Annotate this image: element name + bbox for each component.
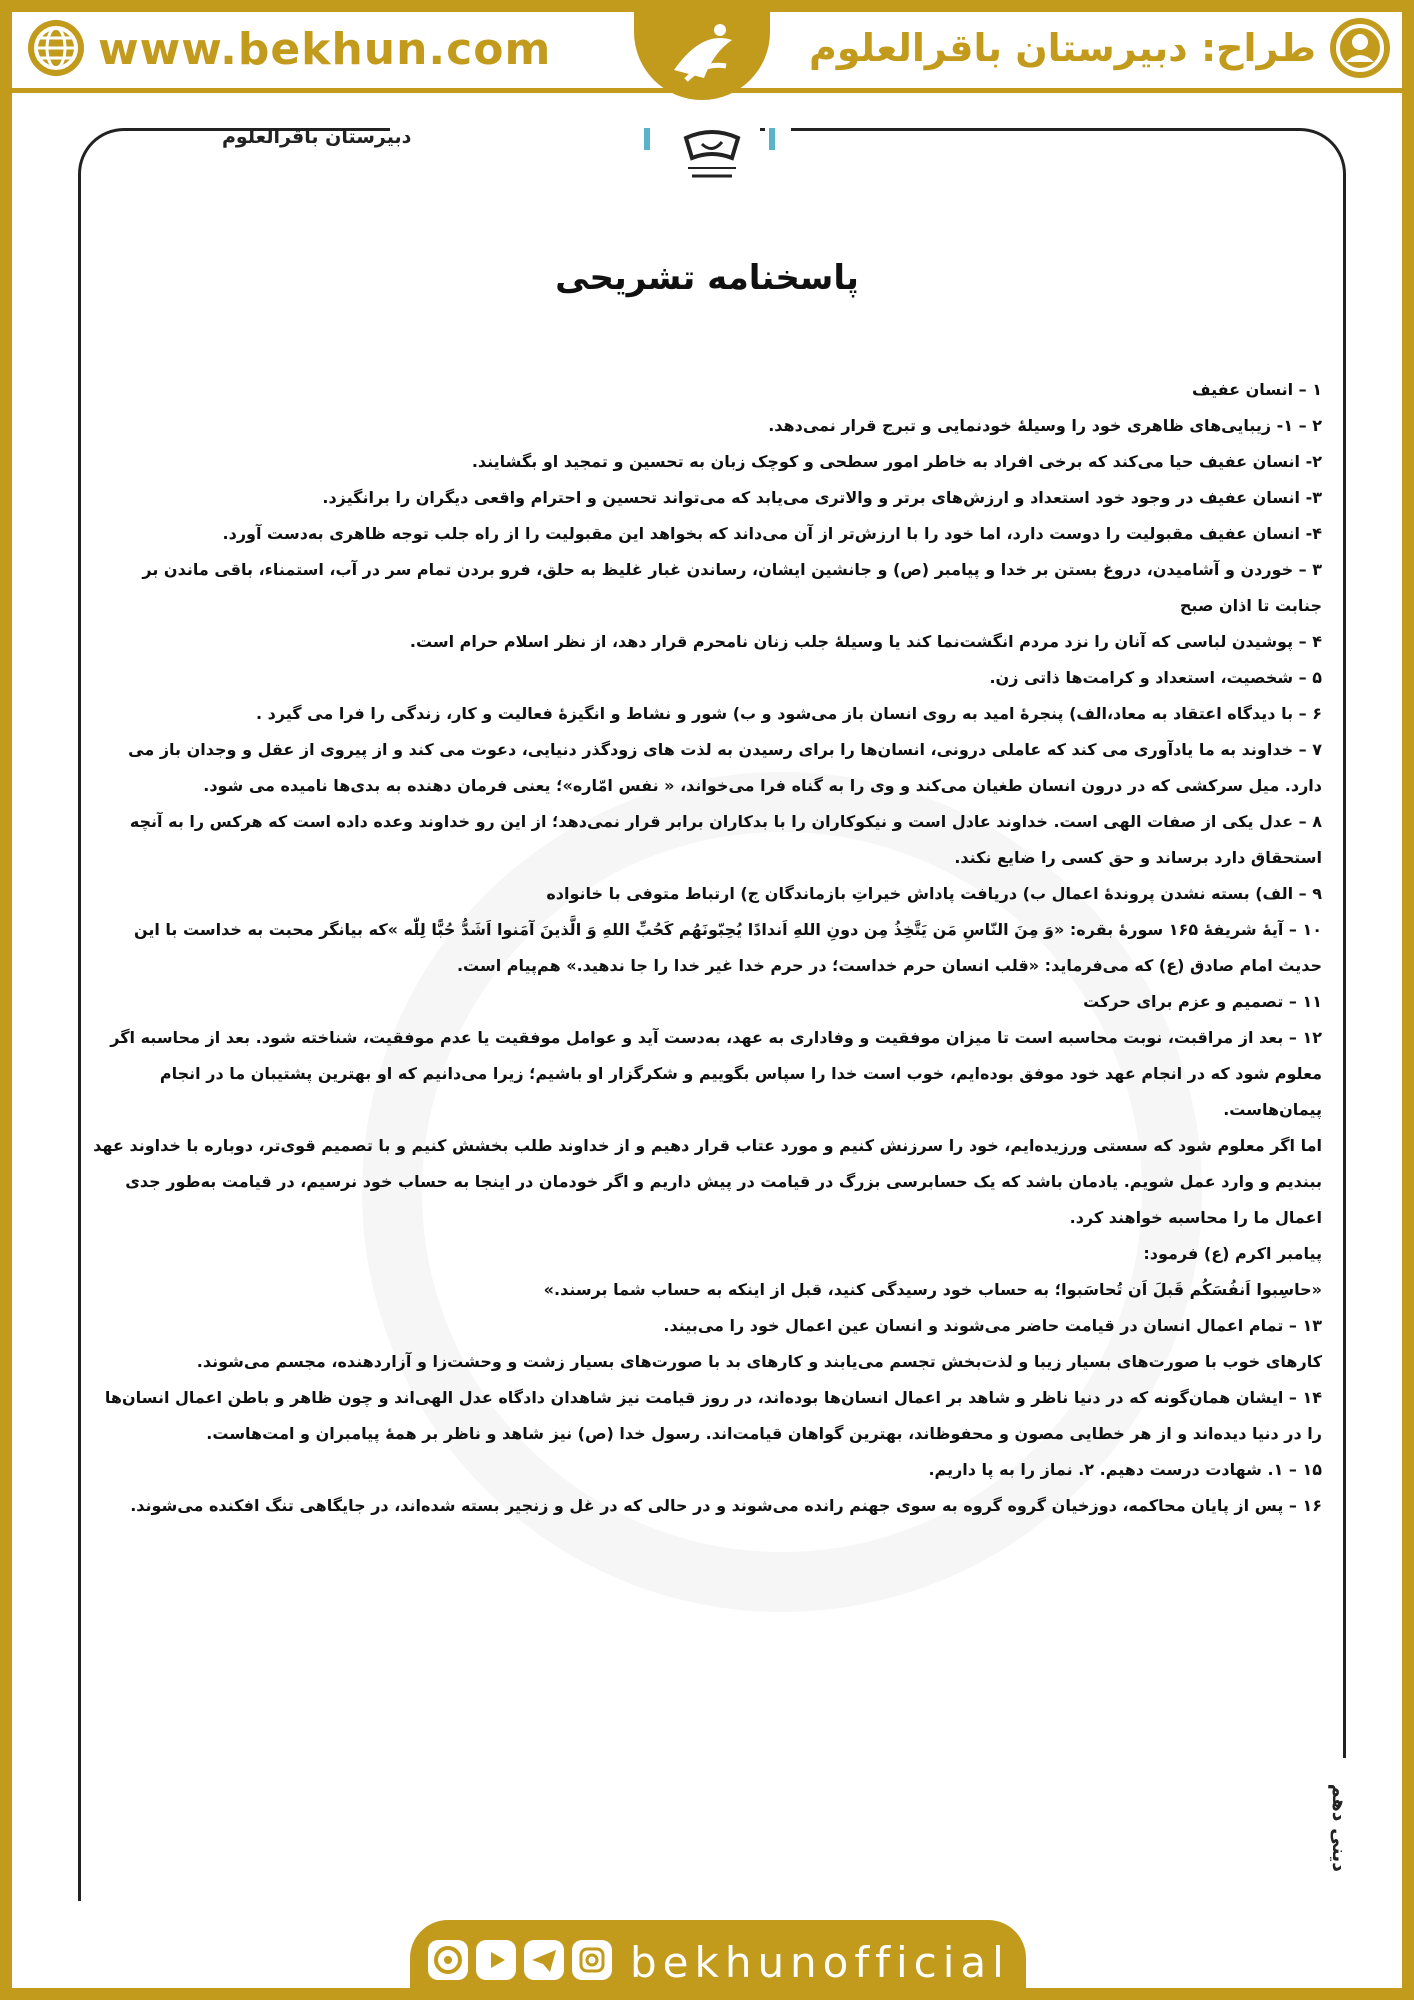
answer-item: ۵ – شخصیت، استعداد و کرامت‌ها ذاتی زن. [989,668,1322,687]
subject-label: دینی دهم [1328,1783,1350,1872]
answer-item: ۷ – خداوند به ما یادآوری می کند که عاملی درونی، انسان‌ها را برای رسیدن به لذت های زودگذر دنیایی، دعوت می کند و از پیروی از عقل و وجدان باز می دارد. میل سرکشی که در درون انسان طغیان می‌کند و وی را به گناه فرا می‌خواند، « نفس امّاره»؛ یعنی فرمان دهنده به بدی‌ها نامیده می شود. [128,740,1322,795]
instagram-icon[interactable] [572,1940,612,1980]
social-handle[interactable]: bekhunofficial [630,1938,1010,1987]
answer-item: «حاسِبوا اَنفُسَکُم قَبلَ اَن تُحاسَبوا؛ به حساب خود رسیدگی کنید، قبل از اینکه به حساب شما برسند.» [543,1280,1322,1299]
bekhun-logo [634,0,770,100]
frame-tick-right [769,128,775,150]
answer-item: ۳ – خوردن و آشامیدن، دروغ بستن بر خدا و پیامبر (ص) و جانشین ایشان، رساندن غبار غلیظ به حلق، فرو بردن تمام سر در آب، استمناء، باقی ماندن بر جنابت تا اذان صبح [142,560,1322,615]
globe-icon [28,20,84,76]
answer-item: ۱۱ – تصمیم و عزم برای حرکت [1083,992,1322,1011]
answer-item: ۲- انسان عفیف حیا می‌کند که برخی افراد به خاطر امور سطحی و کوچک زبان به تحسین و تمجید او بگشایند. [471,452,1322,471]
answer-item: ۴ – پوشیدن لباسی که آنان را نزد مردم انگشت‌نما کند یا وسیلۀ جلب زنان نامحرم قرار دهد، از نظر اسلام حرام است. [409,632,1322,651]
answer-item: ۱۲ – بعد از مراقبت، نوبت محاسبه است تا میزان موفقیت و وفاداری به عهد، به‌دست آید و عوامل موفقیت یا عدم موفقیت، شناخته شود. بعد از محاسبه اگر معلوم شود که در انجام عهد خود موفق بوده‌ایم، خوب است خدا را سپاس بگوییم و شکرگزار او باشیم؛ زیرا می‌دانیم که او بهترین پشتیبان ما در انجام پیمان‌هاست. [110,1028,1322,1119]
answer-item: ۱۴ – ایشان همان‌گونه که در دنیا ناظر و شاهد بر اعمال انسان‌ها بوده‌اند، در روز قیامت نیز شاهدان دادگاه عدل الهی‌اند و چون ظاهر و باطن اعمال انسان‌ها را در دنیا دیده‌اند و از هر خطایی مصون و محفوظاند، بهترین گواهان قیامت‌اند. رسول خدا (ص) نیز شاهد و ناظر بر همۀ پیامبران و امت‌هاست. [104,1388,1322,1443]
top-banner [12,12,1402,93]
answer-item: پیامبر اکرم (ع) فرمود: [1143,1244,1322,1263]
youtube-icon[interactable] [476,1940,516,1980]
school-tag: دبیرستان باقرالعلوم [222,126,412,148]
answer-item: ۳- انسان عفیف در وجود خود استعداد و ارزش‌های برتر و والاتری می‌یابد که می‌تواند تحسین و احترام واقعی دیگران را برانگیزد. [322,488,1322,507]
answer-item: ۱۵ – ۱. شهادت درست دهیم. ۲. نماز را به پا داریم. [928,1460,1322,1479]
answer-item: ۱۶ – پس از پایان محاکمه، دوزخیان گروه گروه به سوی جهنم رانده می‌شوند و در حالی که در غل و زنجیر بسته شده‌اند، در جایگاهی تنگ افکنده می‌شوند. [130,1496,1322,1515]
page-title: پاسخنامه تشریحی [555,258,859,298]
school-logo [672,124,752,188]
telegram-icon[interactable] [524,1940,564,1980]
answer-item: ۸ – عدل یکی از صفات الهی است. خداوند عادل است و نیکوکاران را با بدکاران برابر قرار نمی‌دهد؛ از این رو خداوند وعده داده است که هرکس را به آنچه استحقاق دارد برساند و حق کسی را ضایع نکند. [129,812,1322,867]
answer-item: ۲ – ۱- زیبایی‌های ظاهری خود را وسیلۀ خودنمایی و تبرج قرار نمی‌دهد. [768,416,1322,435]
designer-label: طراح: دبیرستان باقرالعلوم [809,26,1316,70]
answer-item: ۴- انسان عفیف مقبولیت را دوست دارد، اما خود را با ارزش‌تر از آن می‌داند که بخواهد این مقبولیت را از راه جلب توجه ظاهری به‌دست آورد. [222,524,1322,543]
frame-tick-left [644,128,650,150]
answer-item: ۹ – الف) بسته نشدن پروندۀ اعمال ب) دریافت پاداش خیراتِ بازماندگان ج) ارتباط متوفی با خانواده [546,884,1322,903]
answer-item: اما اگر معلوم شود که سستی ورزیده‌ایم، خود را سرزنش کنیم و مورد عتاب قرار دهیم و از خداوند طلب بخشش کنیم و با تصمیم قوی‌تر، دوباره با خداوند عهد ببندیم و وارد عمل شویم. یادمان باشد که یک حسابرسی بزرگ در قیامت در پیش داریم و اگر خودمان در اینجا به حساب خود نرسیم، در قیامت به‌طور جدی اعمال ما را محاسبه خواهند کرد. [93,1136,1322,1227]
answer-item: کارهای خوب با صورت‌های بسیار زیبا و لذت‌بخش تجسم می‌یابند و کارهای بد با صورت‌های بسیار زشت و وحشت‌زا و آزاردهنده، مجسم می‌شوند. [196,1352,1322,1371]
aparat-icon[interactable] [428,1940,468,1980]
site-url[interactable]: www.bekhun.com [98,24,552,75]
user-icon [1330,18,1390,78]
answer-item: ۱۳ – تمام اعمال انسان در قیامت حاضر می‌شوند و انسان عین اعمال خود را می‌بیند. [663,1316,1322,1335]
answer-item: ۱ – انسان عفیف [1192,380,1322,399]
answer-item: ۱۰ – آیۀ شریفۀ ۱۶۵ سورۀ بقره: «وَ مِنَ النّاسِ مَن یَتَّخِذُ مِن دونِ اللهِ اَندادًا یُحِبّونَهُم کَحُبِّ اللهِ وَ الَّذینَ آمَنوا اَشَدُّ حُبًّا لِلّٰه »که بیانگر محبت به خداست با این حدیث امام صادق (ع) که می‌فرماید: «قلب انسان حرم خداست؛ در حرم خدا غیر خدا را جا ندهید.» هم‌پیام است. [133,920,1322,975]
answers-list [92,372,1322,1524]
page [12,12,1402,1988]
answer-item: ۶ – با دیدگاه اعتقاد به معاد،الف) پنجرۀ امید به روی انسان باز می‌شود و ب) شور و نشاط و انگیزۀ فعالیت و کار، زندگی را فرا می گیرد . [255,704,1322,723]
